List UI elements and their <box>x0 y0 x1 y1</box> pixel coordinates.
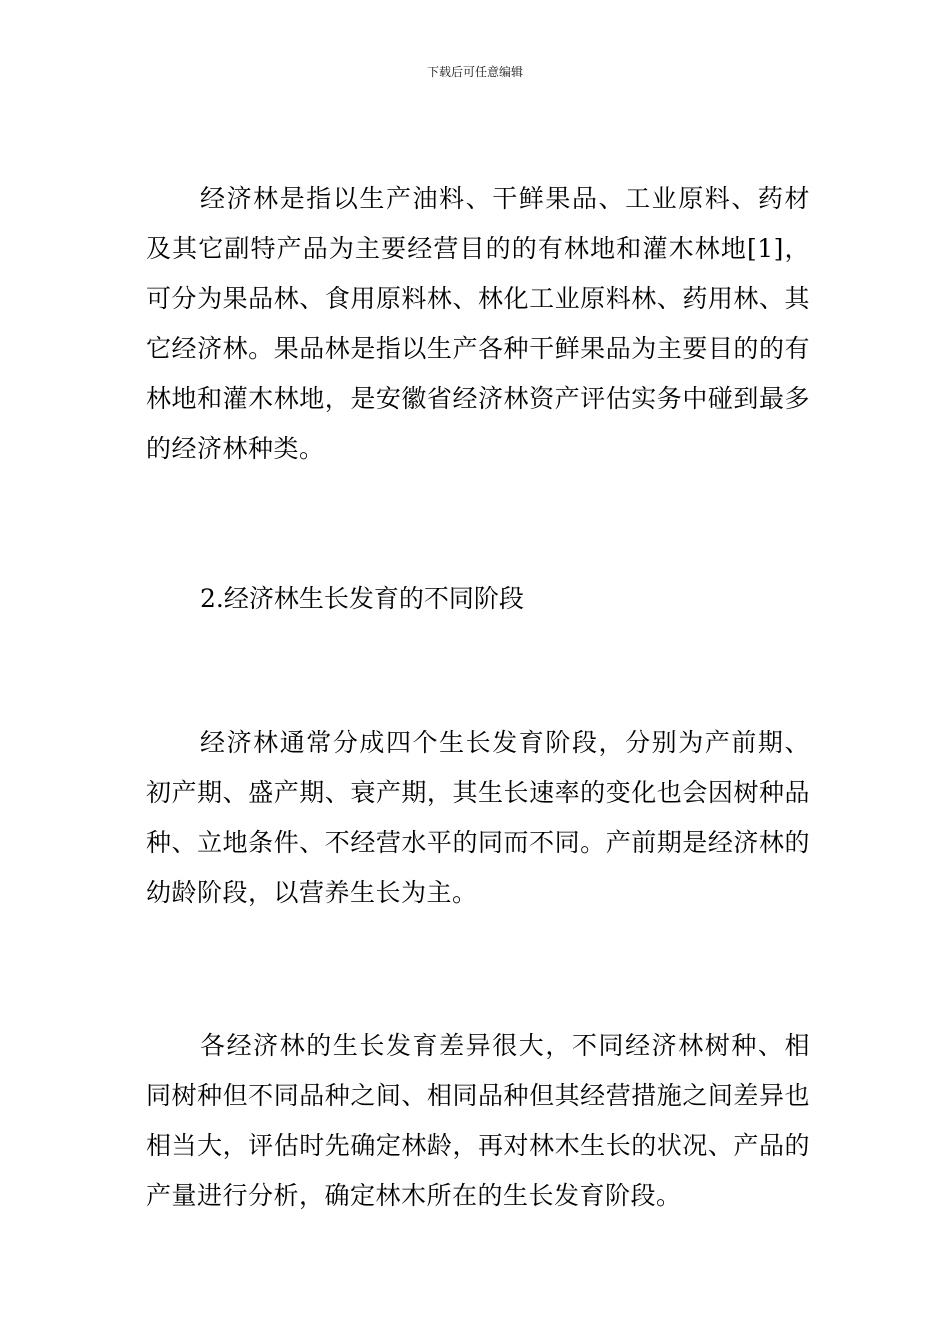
paragraph-economic-forest-definition: 经济林是指以生产油料、干鲜果品、工业原料、药材及其它副特产品为主要经营目的的有林地和灌木林地[1]，可分为果品林、食用原料林、林化工业原料林、药用林、其它经济林。果品林是指以生产各种干鲜果品为主要目的的有林地和灌木林地，是安徽省经济林资产评估实务中碰到最多的经济林种类。 <box>146 184 810 463</box>
paragraph-growth-stages: 经济林通常分成四个生长发育阶段，分别为产前期、初产期、盛产期、衰产期，其生长速率的变化也会因树种品种、立地条件、不经营水平的同而不同。产前期是经济林的幼龄阶段，以营养生长为主。 <box>146 728 810 907</box>
paragraph-growth-differences: 各经济林的生长发育差异很大，不同经济林树种、相同树种但不同品种之间、相同品种但其经营措施之间差异也相当大，评估时先确定林龄，再对林木生长的状况、产品的产量进行分析，确定林木所在的生长发育阶段。 <box>146 1031 810 1210</box>
section-heading-growth-stages: 2.经济林生长发育的不同阶段 <box>200 584 524 613</box>
page-header: 下载后可任意编辑 <box>426 65 523 79</box>
